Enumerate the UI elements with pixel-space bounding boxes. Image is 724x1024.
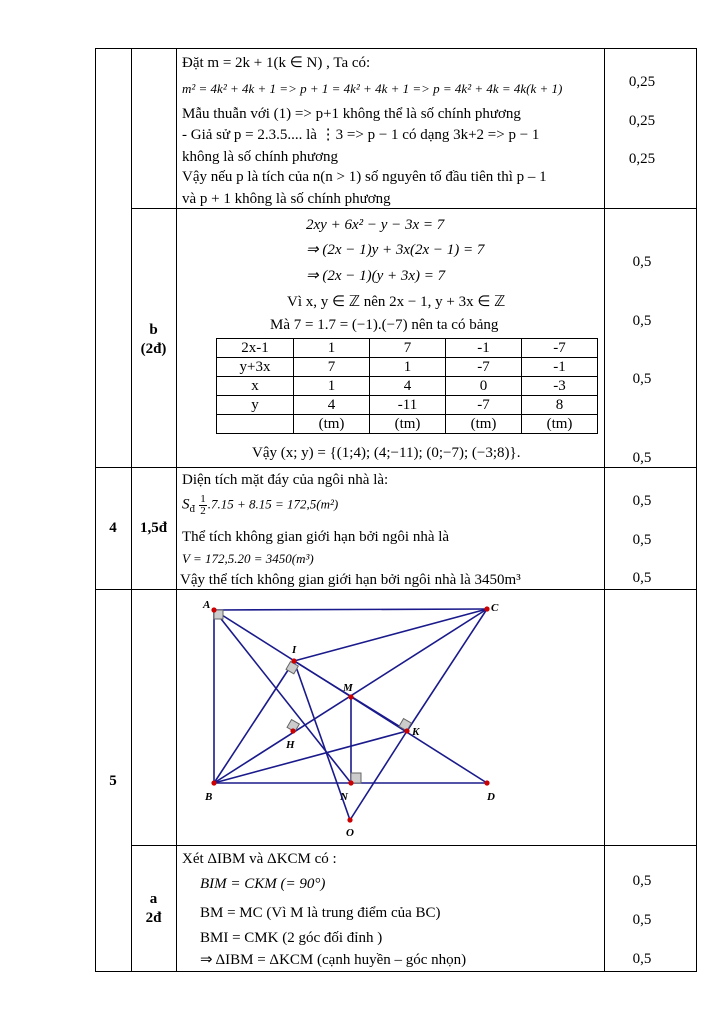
- row3a-score-1: 0,25: [628, 74, 656, 90]
- row5a-score-1: 0,5: [632, 873, 652, 889]
- row3a-line4: - Giả sử p = 2.3.5.... là ⋮3 => p − 1 có dạng 3k+2 => p − 1: [182, 127, 540, 143]
- label-C: C: [491, 602, 499, 614]
- table-cell: 4: [370, 377, 446, 396]
- table-cell: x: [217, 377, 294, 396]
- table-cell: 2x-1: [217, 339, 294, 358]
- fraction-denominator: 2: [200, 505, 206, 517]
- row3b-eq2: ⇒ (2x − 1)y + 3x(2x − 1) = 7: [306, 242, 485, 258]
- table-cell: 1: [294, 377, 370, 396]
- row3b-score-3: 0,5: [632, 371, 652, 387]
- row3b-conclusion: Vậy (x; y) = {(1;4); (4;−11); (0;−7); (−3;8)}.: [252, 445, 521, 461]
- segment-AC: [214, 609, 487, 610]
- label-I: I: [292, 644, 297, 656]
- table-cell: 7: [370, 339, 446, 358]
- point-K: [404, 728, 409, 733]
- table-cell: y: [217, 396, 294, 415]
- table-cell: -1: [522, 358, 598, 377]
- point-A: [211, 607, 216, 612]
- row4-number: 4: [109, 520, 117, 536]
- point-I: [291, 658, 296, 663]
- area-subscript: đ: [189, 503, 195, 516]
- row3a-score-3: 0,25: [628, 151, 656, 167]
- area-symbol: S: [182, 496, 190, 513]
- point-C: [484, 606, 489, 611]
- point-H: [290, 728, 295, 733]
- table-cell: 1: [370, 358, 446, 377]
- label-A: A: [203, 599, 211, 611]
- table-cell: 7: [294, 358, 370, 377]
- table-cell: -7: [522, 339, 598, 358]
- label-H: H: [286, 739, 295, 751]
- label-D: D: [487, 791, 495, 803]
- row4-line1: Diện tích mặt đáy của ngôi nhà là:: [182, 472, 389, 488]
- table-cell: -7: [446, 358, 522, 377]
- row3a-line1: Đặt m = 2k + 1(k ∈ N) , Ta có:: [182, 55, 371, 71]
- row5a-line2: BIM = CKM (= 90°): [200, 876, 326, 892]
- row5a-score-3: 0,5: [632, 951, 652, 967]
- row4-points: 1,5đ: [139, 520, 168, 536]
- point-M: [348, 694, 353, 699]
- row5a-score-2: 0,5: [632, 912, 652, 928]
- row3a-line7: và p + 1 không là số chính phương: [182, 191, 391, 207]
- table-cell: y+3x: [217, 358, 294, 377]
- row3b-score-1: 0,5: [632, 254, 652, 270]
- row5a-line1: Xét ΔIBM và ΔKCM có :: [182, 851, 337, 867]
- row3b-eq1: 2xy + 6x² − y − 3x = 7: [306, 217, 445, 233]
- table-cell: (tm): [370, 415, 446, 434]
- table-cell: -1: [446, 339, 522, 358]
- row5a-line4: BMI = CMK (2 góc đối đỉnh ): [200, 930, 383, 946]
- fraction-numerator: 1: [200, 493, 206, 505]
- label-K: K: [412, 726, 420, 738]
- row4-line5: Vậy thể tích không gian giới hạn bởi ngôi nhà là 3450m³: [180, 572, 521, 588]
- table-cell: -11: [370, 396, 446, 415]
- row5a-label: a: [149, 891, 158, 907]
- table-cell: (tm): [446, 415, 522, 434]
- table-cell: 4: [294, 396, 370, 415]
- row5-number: 5: [109, 773, 117, 789]
- row5a-line5: ⇒ ΔIBM = ΔKCM (cạnh huyền – góc nhọn): [200, 952, 467, 968]
- label-B: B: [205, 791, 213, 803]
- label-N: N: [340, 791, 348, 803]
- area-formula: .7.15 + 8.15 = 172,5(m²): [207, 496, 339, 512]
- row3b-label: b: [149, 322, 158, 338]
- point-O: [347, 817, 352, 822]
- row3b-eq5: Mà 7 = 1.7 = (−1).(−7) nên ta có bảng: [270, 317, 499, 333]
- row3b-score-4: 0,5: [632, 450, 652, 466]
- row3b-eq4: Vì x, y ∈ ℤ nên 2x − 1, y + 3x ∈ ℤ: [287, 294, 506, 310]
- row4-line3: Thể tích không gian giới hạn bởi ngôi nhà là: [182, 529, 450, 545]
- table-cell: 1: [294, 339, 370, 358]
- table-cell: 8: [522, 396, 598, 415]
- row3a-line5: không là số chính phương: [182, 149, 339, 165]
- row3b-points: (2đ): [140, 341, 167, 357]
- row4-line4: V = 172,5.20 = 3450(m³): [182, 551, 314, 566]
- point-N: [348, 780, 353, 785]
- row3a-line3: Mẫu thuẫn với (1) => p+1 không thể là số chính phương: [182, 106, 521, 122]
- row4-score-1: 0,5: [632, 493, 652, 509]
- row3a-line6: Vậy nếu p là tích của n(n > 1) số nguyên tố đầu tiên thì p – 1: [182, 169, 547, 185]
- table-cell: (tm): [294, 415, 370, 434]
- row3a-line2: m² = 4k² + 4k + 1 => p + 1 = 4k² + 4k + 1 => p = 4k² + 4k = 4k(k + 1): [182, 81, 563, 96]
- label-O: O: [346, 827, 354, 839]
- row3b-eq3: ⇒ (2x − 1)(y + 3x) = 7: [306, 268, 446, 284]
- row3b-score-2: 0,5: [632, 313, 652, 329]
- segment-AN: [214, 610, 351, 783]
- row3a-score-2: 0,25: [628, 113, 656, 129]
- row4-score-2: 0,5: [632, 532, 652, 548]
- table-cell: -7: [446, 396, 522, 415]
- point-D: [484, 780, 489, 785]
- point-B: [211, 780, 216, 785]
- label-M: M: [343, 682, 353, 694]
- table-cell: -3: [522, 377, 598, 396]
- row5a-line3: BM = MC (Vì M là trung điểm của BC): [200, 905, 441, 921]
- row4-score-3: 0,5: [632, 570, 652, 586]
- row5a-points: 2đ: [145, 910, 162, 926]
- table-cell: (tm): [522, 415, 598, 434]
- table-cell: 0: [446, 377, 522, 396]
